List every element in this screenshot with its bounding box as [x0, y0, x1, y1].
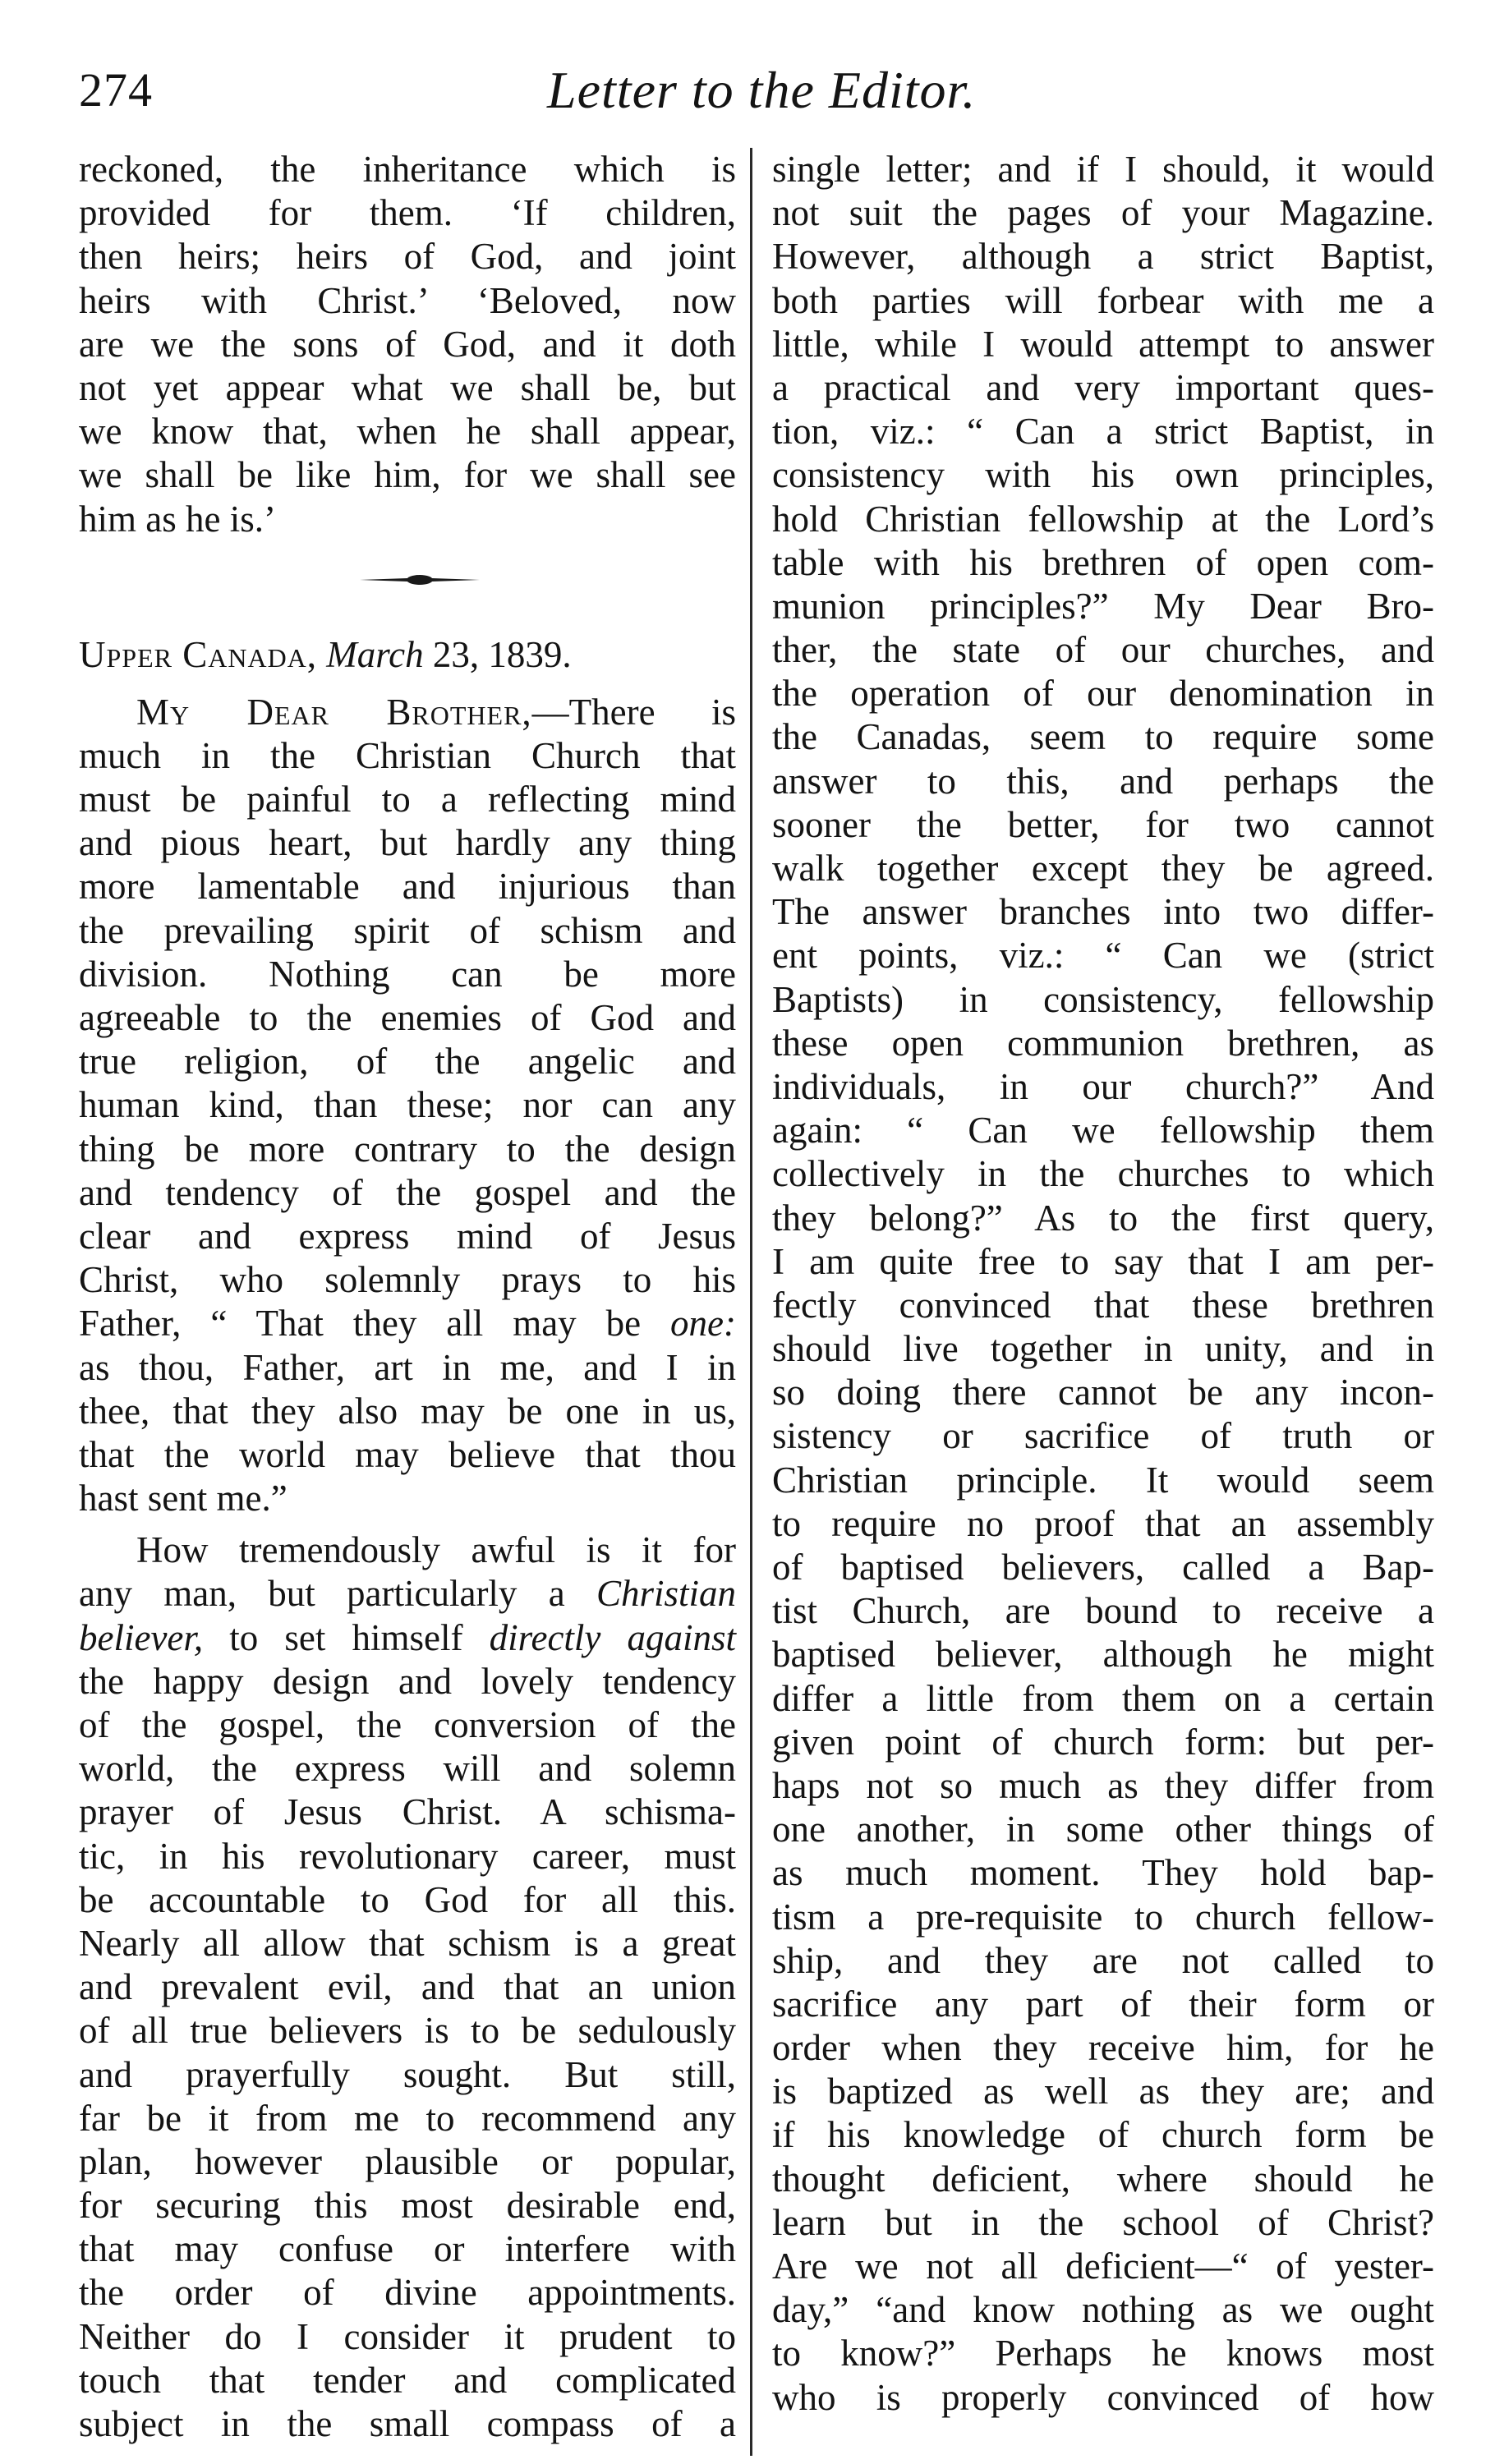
- text-line: The answer branches into two differ-: [772, 891, 1434, 933]
- text-line: the operation of our denomination in: [772, 673, 1434, 715]
- text-line: again: “ Can we fellowship them: [772, 1110, 1434, 1152]
- text-line: prayer of Jesus Christ. A schisma-: [79, 1791, 736, 1833]
- text-line: and pious heart, but hardly any thing: [79, 822, 736, 864]
- text-line: consistency with his own principles,: [772, 454, 1434, 496]
- italic-span: believer,: [79, 1616, 204, 1658]
- text-line: However, although a strict Baptist,: [772, 236, 1434, 278]
- text-line: true religion, of the angelic and: [79, 1041, 736, 1083]
- text-line: [79, 1302, 736, 1345]
- dateline: [79, 633, 736, 683]
- text-line: given point of church form: but per-: [772, 1721, 1434, 1763]
- text-line: haps not so much as they differ from: [772, 1764, 1434, 1806]
- page-number: 274: [79, 63, 153, 117]
- text-line: agreeable to the enemies of God and: [79, 997, 736, 1038]
- text-line: ship, and they are not called to: [772, 1939, 1434, 1981]
- text-line: should live together in unity, and in: [772, 1328, 1434, 1370]
- text-line: human kind, than these; nor can any: [79, 1084, 736, 1126]
- text-line: a practical and very important ques-: [772, 366, 1434, 408]
- text-line: answer to this, and perhaps the: [772, 760, 1434, 802]
- italic-span: Christian: [596, 1573, 737, 1615]
- text-line: thought deficient, where should he: [772, 2158, 1434, 2200]
- text-line: ent points, viz.: “ Can we (strict: [772, 935, 1434, 977]
- text-line: tism a pre-requisite to church fellow-: [772, 1896, 1434, 1938]
- text-line: not yet appear what we shall be, but: [79, 366, 736, 408]
- text-line: these open communion brethren, as: [772, 1022, 1434, 1064]
- dateline-month: March: [326, 633, 424, 675]
- text-line: are we the sons of God, and it doth: [79, 323, 736, 365]
- text-line: Nearly all allow that schism is a great: [79, 1922, 736, 1964]
- text-line: clear and express mind of Jesus: [79, 1215, 736, 1257]
- salutation: My Dear Brother,: [136, 691, 532, 733]
- italic-span: one:: [670, 1303, 737, 1345]
- column-divider: [750, 148, 752, 2456]
- text-line: we shall be like him, for we shall see: [79, 454, 736, 496]
- text-line: Christ, who solemnly prays to his: [79, 1259, 736, 1301]
- text-line: they belong?” As to the first query,: [772, 1197, 1434, 1239]
- text-line: Are we not all deficient—“ of yester-: [772, 2246, 1434, 2287]
- dateline-year: 23, 1839.: [432, 633, 572, 675]
- quote-paragraph: [79, 148, 736, 541]
- text-line: single letter; and if I should, it would: [772, 149, 1434, 190]
- paragraph-salutation: [79, 691, 736, 1521]
- text-line: learn but in the school of Christ?: [772, 2201, 1434, 2243]
- text-line: hast sent me.”: [79, 1478, 288, 1519]
- text-line: sistency or sacrifice of truth or: [772, 1415, 1434, 1457]
- ornament-rule-icon: [358, 568, 481, 592]
- text-line: subject in the small compass of a: [79, 2403, 736, 2444]
- text-line: much in the Christian Church that: [79, 734, 736, 776]
- text-line: ther, the state of our churches, and: [772, 629, 1434, 671]
- text-line: we know that, when he shall appear,: [79, 411, 736, 453]
- text-line: as thou, Father, art in me, and I in: [79, 1346, 736, 1388]
- text-line: Neither do I consider it prudent to: [79, 2315, 736, 2357]
- text-line: day,” “and know nothing as we ought: [772, 2289, 1434, 2331]
- text-line: order when they receive him, for he: [772, 2027, 1434, 2069]
- text-line: table with his brethren of open com-: [772, 541, 1434, 583]
- paragraph-schism: [79, 1529, 736, 2446]
- text-span: Father, “ That they all may be: [79, 1303, 642, 1345]
- text-line: [79, 1616, 736, 1660]
- text-line: I am quite free to say that I am per-: [772, 1240, 1434, 1282]
- ornament-divider: [79, 553, 736, 612]
- right-column: [772, 148, 1434, 2420]
- page-header: [79, 57, 1449, 123]
- text-line: world, the express will and solemn: [79, 1748, 736, 1790]
- text-line: of all true believers is to be sedulously: [79, 2010, 736, 2052]
- text-line: heirs with Christ.’ ‘Beloved, now: [79, 279, 736, 321]
- text-line: him as he is.’: [79, 498, 276, 540]
- text-line: for securing this most desirable end,: [79, 2185, 736, 2227]
- text-line: munion principles?” My Dear Bro-: [772, 585, 1434, 627]
- text-line: the prevailing spirit of schism and: [79, 909, 736, 951]
- left-column: [79, 148, 736, 2446]
- italic-span: directly against: [489, 1616, 737, 1658]
- text-line: to know?” Perhaps he knows most: [772, 2333, 1434, 2374]
- text-line: one another, in some other things of: [772, 1809, 1434, 1850]
- text-line: [79, 1572, 736, 1616]
- text-line: collectively in the churches to which: [772, 1153, 1434, 1195]
- text-line: touch that tender and complicated: [79, 2359, 736, 2401]
- text-line: baptised believer, although he might: [772, 1634, 1434, 1676]
- text-line: walk together except they be agreed.: [772, 848, 1434, 889]
- text-line: thee, that they also may be one in us,: [79, 1390, 736, 1432]
- text-line: Christian principle. It would seem: [772, 1459, 1434, 1501]
- text-span: to set himself: [229, 1616, 463, 1658]
- text-line: if his knowledge of church form be: [772, 2114, 1434, 2156]
- text-line: who is properly convinced of how: [772, 2376, 1434, 2418]
- text-line: sooner the better, for two cannot: [772, 803, 1434, 845]
- text-line: that may confuse or interfere with: [79, 2228, 736, 2270]
- text-line: tion, viz.: “ Can a strict Baptist, in: [772, 411, 1434, 453]
- text-line: more lamentable and injurious than: [79, 866, 736, 908]
- text-span: any man, but particularly a: [79, 1573, 565, 1615]
- text-line: fectly convinced that these brethren: [772, 1284, 1434, 1326]
- text-line: that the world may believe that thou: [79, 1433, 736, 1475]
- text-line: little, while I would attempt to answer: [772, 323, 1434, 365]
- text-line: and prevalent evil, and that an union: [79, 1966, 736, 2008]
- text-line: Baptists) in consistency, fellowship: [772, 978, 1434, 1020]
- text-line: thing be more contrary to the design: [79, 1128, 736, 1170]
- text-line: be accountable to God for all this.: [79, 1878, 736, 1920]
- text-line: plan, however plausible or popular,: [79, 2140, 736, 2182]
- text-line: the order of divine appointments.: [79, 2272, 736, 2314]
- text-line: individuals, in our church?” And: [772, 1065, 1434, 1107]
- dateline-place: Upper Canada,: [79, 633, 318, 675]
- text-line: not suit the pages of your Magazine.: [772, 192, 1434, 234]
- text-line: far be it from me to recommend any: [79, 2097, 736, 2139]
- text-line: differ a little from them on a certain: [772, 1677, 1434, 1719]
- text-line: and tendency of the gospel and the: [79, 1171, 736, 1213]
- text-line: the Canadas, seem to require some: [772, 716, 1434, 758]
- text-line: How tremendously awful is it for: [136, 1529, 736, 1571]
- text-line: both parties will forbear with me a: [772, 279, 1434, 321]
- text-line: must be painful to a reflecting mind: [79, 779, 736, 821]
- running-head: Letter to the Editor.: [547, 61, 977, 119]
- text-line: tic, in his revolutionary career, must: [79, 1835, 736, 1877]
- text-line: as much moment. They hold bap-: [772, 1852, 1434, 1894]
- text-line: of the gospel, the conversion of the: [79, 1704, 736, 1745]
- text-line: of baptised believers, called a Bap-: [772, 1547, 1434, 1588]
- text-line: tist Church, are bound to receive a: [772, 1590, 1434, 1632]
- text-line: the happy design and lovely tendency: [79, 1660, 736, 1702]
- text-line: to require no proof that an assembly: [772, 1502, 1434, 1544]
- text-line: so doing there cannot be any incon-: [772, 1372, 1434, 1414]
- text-line: hold Christian fellowship at the Lord’s: [772, 498, 1434, 540]
- text-span: —There is: [531, 691, 736, 733]
- text-line: is baptized as well as they are; and: [772, 2071, 1434, 2112]
- text-line: and prayerfully sought. But still,: [79, 2053, 736, 2095]
- text-line: then heirs; heirs of God, and joint: [79, 236, 736, 278]
- text-line: sacrifice any part of their form or: [772, 1983, 1434, 2025]
- text-line: [79, 691, 736, 734]
- text-line: provided for them. ‘If children,: [79, 192, 736, 234]
- text-line: reckoned, the inheritance which is: [79, 149, 736, 190]
- text-line: division. Nothing can be more: [79, 953, 736, 995]
